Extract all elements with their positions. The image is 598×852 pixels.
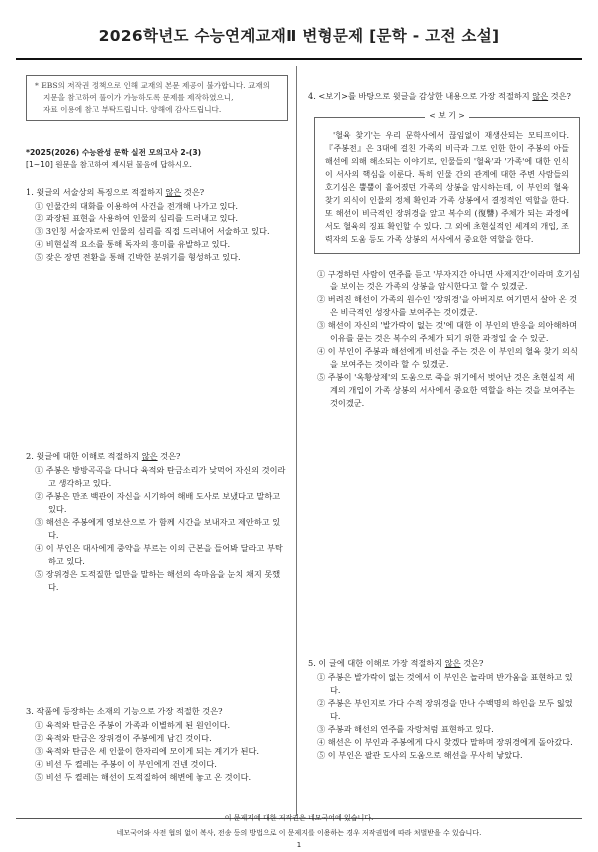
question-stem (308, 657, 580, 670)
notice-line: 자료 이용에 참고 부탁드립니다. 양해에 감사드립니다. (43, 104, 222, 114)
option-1[interactable]: ① 주봉은 방방곡곡을 다니다 육적와 탄금소리가 낮먹어 자신의 것이라고 생각하고 있다. (35, 464, 286, 488)
option-3[interactable]: ③ 3인칭 서술자로써 인물의 심리를 직접 드러내어 서술하고 있다. (35, 226, 270, 237)
question-4 (308, 90, 580, 410)
bogi-box (314, 110, 580, 254)
stem-underlined: 않은 (532, 91, 549, 101)
copyright-warning: 네모국어와 사전 협의 없이 복사, 전송 등의 방법으로 이 문제지를 이용하는 경우 저작권법에 따라 처벌받을 수 있습니다. (116, 829, 482, 837)
question-stem (26, 450, 288, 463)
options (26, 719, 288, 784)
options (308, 268, 580, 410)
option-1[interactable]: ① 주봉은 발가락이 없는 것에서 이 부인은 놀라며 반가움을 표현하고 있다. (317, 671, 573, 695)
option-2[interactable]: ② 버려진 해선이 가족의 원수인 '장위경'을 아버지로 여기면서 살아 온 것은 비극적인 성장사를 보여주는 것이겠군. (317, 294, 578, 318)
option-3[interactable]: ③ 육적와 탄금은 세 인물이 한자리에 모이게 되는 계기가 된다. (35, 745, 260, 756)
bogi-text: '혈육 찾기'는 우리 문학사에서 끊임없이 재생산되는 모티프이다. 『주봉전』은 3대에 걸친 가족의 비극과 그로 인한 한이 주봉의 아들 해선에 의해 해소되는 이야기로, 인물들의 '혈육'과 '가족'에 대한 인식이 서사의 핵심을 이룬다. 특히 인물 간의 관계에 대한 주변 사람들의 호기심은 뿔뿔이 흩어졌던 가족의 상봉을 암시하는데, 이 부인의 혈육 찾기 의식이 인물의 정체 확인과 가족 상봉에서 결정적인 역할을 한다. 또 해선이 비극적인 장위경을 앞고 복수의 (復讐) 주체가 되는 과정에서도 혈육의 징표 확인할 수 있다. 그 외에 초현실적인 세계의 개입, 조력자의 도움 등도 가족 상봉의 서사에서 중요한 역할을 한다. (325, 130, 569, 244)
option-2[interactable]: ② 주봉은 부인지로 가다 수적 장위경을 만나 수백명의 하인을 모두 잃었다. (317, 697, 573, 721)
option-4[interactable]: ④ 해선은 이 부인과 주봉에게 다시 찾겠다 말하며 장위경에게 돌아갔다. (317, 736, 573, 747)
option-2[interactable]: ② 주봉은 만조 백관이 자신을 시기하여 해배 도사로 보냈다고 말하고 있다. (35, 490, 281, 514)
option-5[interactable]: ⑤ 잦은 장면 전환을 통해 긴박한 분위기를 형성하고 있다. (35, 252, 241, 263)
options (26, 200, 288, 265)
option-1[interactable]: ① 구경하던 사람이 연주를 듣고 '부자지간 아니면 사제지간'이라며 호기심을 보이는 것은 가족의 상봉을 암시한다고 할 수 있겠군. (317, 268, 580, 292)
question-stem (26, 705, 288, 718)
stem-text: 것은? (157, 451, 181, 461)
title-rule (16, 58, 582, 60)
left-column (26, 75, 288, 264)
stem-text: 작품에 등장하는 소재의 기능으로 가장 적절한 것은? (36, 706, 223, 716)
question-5 (308, 657, 580, 762)
stem-text: 이 글에 대한 이해로 가장 적절하지 (318, 658, 445, 668)
notice-box (26, 75, 288, 121)
option-1[interactable]: ① 육적와 탄금은 주봉이 가족과 이별하게 된 원인이다. (35, 719, 231, 730)
page-number: 1 (296, 841, 302, 849)
stem-text: 것은? (181, 186, 205, 197)
question-number: 2. (26, 451, 34, 461)
column-divider (296, 66, 297, 816)
question-number: 3. (26, 706, 34, 716)
option-5[interactable]: ⑤ 장위경은 도적질한 일만을 말하는 해선의 속마음을 눈치 채지 못했다. (35, 568, 281, 592)
question-2 (26, 450, 288, 593)
question-1 (26, 186, 288, 265)
option-2[interactable]: ② 과장된 표현을 사용하여 인물의 심리를 드러내고 있다. (35, 213, 239, 224)
option-4[interactable]: ④ 이 부인이 주봉과 해선에게 비선을 주는 것은 이 부인의 혈육 찾기 의식을 보여주는 것이라 할 수 있겠군. (317, 346, 578, 370)
question-number: 1. (26, 186, 34, 197)
option-2[interactable]: ② 육적와 탄금은 장위경이 주봉에게 남긴 것이다. (35, 732, 212, 743)
stem-text: <보기>를 바탕으로 윗글을 감상한 내용으로 가장 적절하지 (318, 91, 533, 101)
stem-underlined: 않은 (141, 451, 158, 461)
bogi-label (315, 112, 579, 120)
option-4[interactable]: ④ 비현실적 요소를 통해 독자의 흥미를 유발하고 있다. (35, 239, 231, 250)
source-info (26, 147, 288, 171)
question-number: 5. (308, 658, 316, 668)
options (308, 671, 580, 762)
option-5[interactable]: ⑤ 비선 두 켤레는 해선이 도적질하여 해변에 놓고 온 것이다. (35, 771, 252, 782)
question-3 (26, 705, 288, 784)
stem-text: 윗글의 서술상의 특징으로 적절하지 (36, 186, 166, 197)
stem-text: 것은? (460, 658, 484, 668)
stem-underlined: 않은 (444, 658, 461, 668)
notice-line: 지문을 참고하여 풀이가 가능하도록 문제를 제작하였으니, (43, 92, 234, 102)
question-number: 4. (308, 91, 316, 101)
page-title: 2026학년도 수능연계교재Ⅱ 변형문제 [문학 - 고전 소설] (98, 27, 500, 45)
exam-source: *2025(2026) 수능완성 문학 실전 모의고사 2-(3) (26, 148, 202, 158)
option-4[interactable]: ④ 이 부인은 대사에게 중약을 부르는 이의 근본을 들어봐 달라고 부탁하고 있다. (35, 542, 283, 566)
question-stem (26, 186, 288, 199)
option-5[interactable]: ⑤ 이 부인은 팔관 도사의 도움으로 해선을 무사히 낳았다. (317, 749, 523, 760)
instruction: [1~10] 원문을 참고하여 제시된 물음에 답하시오. (26, 160, 192, 170)
stem-underlined: 않은 (165, 186, 182, 197)
option-3[interactable]: ③ 해선은 주봉에게 영보산으로 가 함께 시간을 보내자고 제안하고 있다. (35, 516, 281, 540)
option-3[interactable]: ③ 해선이 자신의 '발가락이 없는 것'에 대한 이 부인의 반응을 의아해하며 이유를 묻는 것은 복수의 주체가 되기 위한 과정일 술 수 있군. (317, 320, 578, 344)
options (26, 464, 288, 594)
question-stem (308, 90, 580, 103)
stem-text: 것은? (548, 91, 571, 101)
option-1[interactable]: ① 인물간의 대화를 이용하여 사건을 전개해 나가고 있다. (35, 200, 239, 211)
option-3[interactable]: ③ 주봉과 해선의 연주를 자랑처럼 표현하고 있다. (317, 723, 494, 734)
bogi-label-text: < 보 기 > (425, 111, 469, 120)
option-5[interactable]: ⑤ 주봉이 '옥황상제'의 도움으로 죽을 위기에서 벗어난 것은 초현실적 세계의 개입이 가족 상봉의 서사에서 중요한 역할을 하는 것을 보여주는 것이겠군. (317, 372, 575, 409)
option-4[interactable]: ④ 비선 두 켤레는 주봉이 이 부인에게 건넨 것이다. (35, 758, 217, 769)
notice-line: * EBS의 저작권 정책으로 인해 교재의 본문 제공이 불가합니다. 교재의 (35, 81, 270, 90)
copyright-line: 이 문제지에 대한 저작권은 네모국어에 있습니다. (224, 814, 374, 822)
stem-text: 윗글에 대한 이해로 적절하지 (36, 451, 142, 461)
